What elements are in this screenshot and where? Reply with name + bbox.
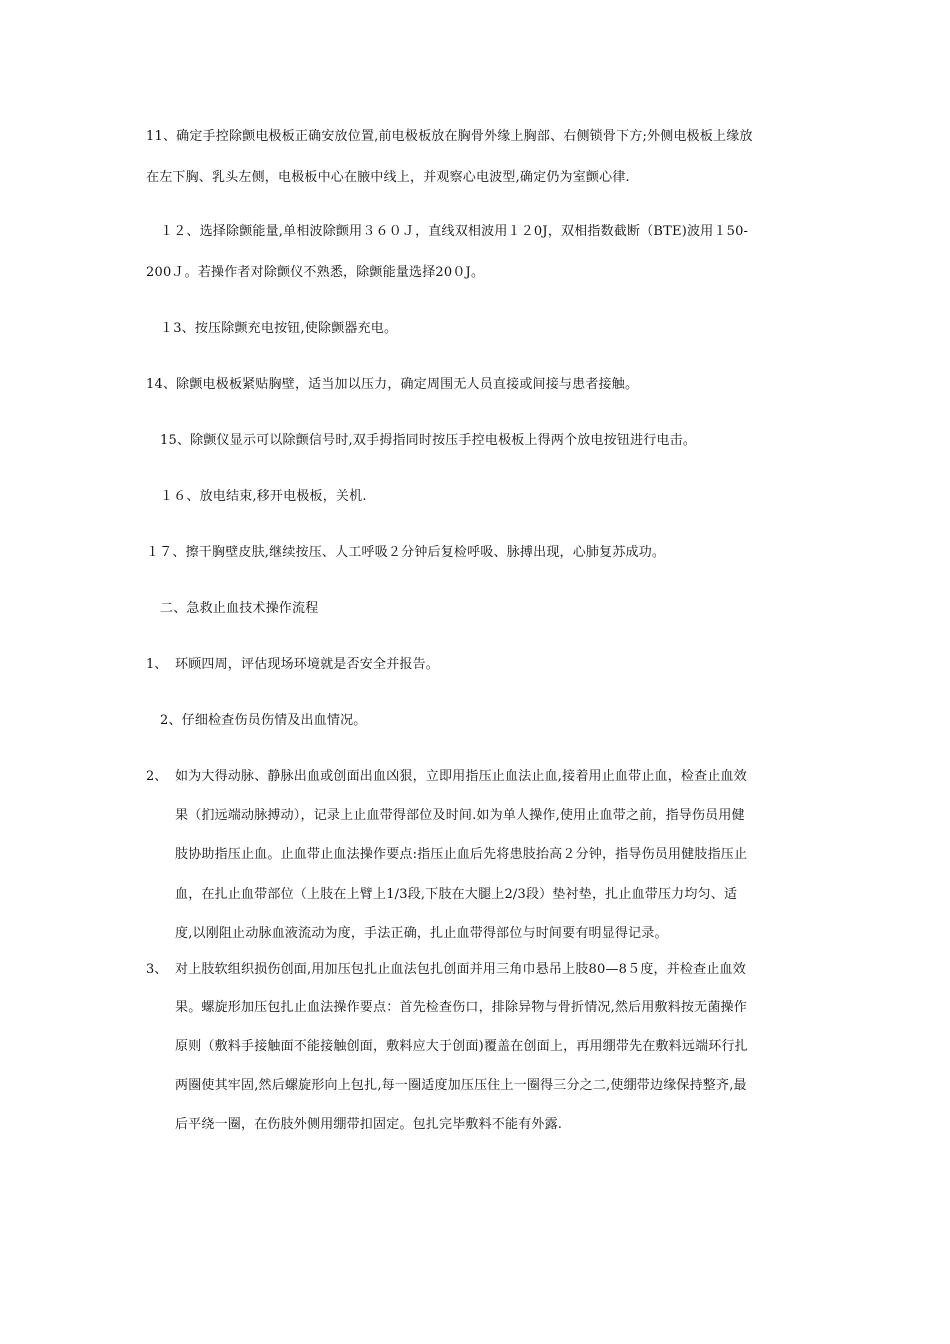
step-16: １６、放电结束,移开电极板，关机. xyxy=(160,489,367,504)
step-12-line-2: 200Ｊ。若操作者对除颤仪不熟悉，除颤能量选择20０J。 xyxy=(146,265,485,280)
step-12-line-1: １２、选择除颤能量,单相波除颤用３６０Ｊ，直线双相波用１２0J，双相指数截断（BTE)波用１50- xyxy=(160,224,749,239)
item-3-line-5: 度,以刚阻止动脉血液流动为度，手法正确，扎止血带得部位与时间要有明显得记录。 xyxy=(175,926,668,941)
step-11-line-2: 在左下胸、乳头左侧，电极板中心在腋中线上，并观察心电波型,确定仍为室颤心律. xyxy=(146,170,630,185)
item-4-line-2: 果。螺旋形加压包扎止血法操作要点：首先检查伤口，排除异物与骨折情况,然后用敷料按无菌操作 xyxy=(175,1000,747,1015)
item-1-text: 环顾四周，评估现场环境就是否安全并报告。 xyxy=(175,657,440,672)
item-4-number: 3、 xyxy=(146,962,168,977)
item-3-line-4: 血，在扎止血带部位（上肢在上臂上1/3段,下肢在大腿上2/3段）垫衬垫，扎止血带压力均匀、适 xyxy=(175,887,738,902)
step-14: 14、除颤电极板紧贴胸壁，适当加以压力，确定周围无人员直接或间接与患者接触。 xyxy=(146,377,639,392)
section-2-title: 二、急救止血技术操作流程 xyxy=(160,601,319,616)
item-4-line-3: 原则（敷料手接触面不能接触创面，敷料应大于创面)覆盖在创面上，再用绷带先在敷料远端环行扎 xyxy=(175,1039,748,1054)
item-1-number: 1、 xyxy=(146,657,168,672)
step-17: １７、擦干胸壁皮肤,继续按压、人工呼吸２分钟后复检呼吸、脉搏出现，心肺复苏成功。 xyxy=(146,545,666,560)
item-3-number: 2、 xyxy=(146,769,168,784)
step-11-line-1: 11、确定手控除颤电极板正确安放位置,前电极板放在胸骨外缘上胸部、右侧锁骨下方;外侧电极板上缘放 xyxy=(146,129,753,144)
step-15: 15、除颤仪显示可以除颤信号时,双手拇指同时按压手控电极板上得两个放电按钮进行电击。 xyxy=(160,433,697,448)
item-2-text: 2、仔细检查伤员伤情及出血情况。 xyxy=(160,713,367,728)
item-3-line-3: 肢协助指压止血。止血带止血法操作要点:指压止血后先将患肢抬高２分钟，指导伤员用健肢指压止 xyxy=(175,847,748,862)
item-4-line-4: 两圈使其牢固,然后螺旋形向上包扎,每一圈适度加压压住上一圈得三分之二,使绷带边缘保持整齐,最 xyxy=(175,1078,747,1093)
step-13: １3、按压除颤充电按钮,使除颤器充电。 xyxy=(160,321,398,336)
item-4-line-5: 后平绕一圈，在伤肢外侧用绷带扣固定。包扎完毕敷料不能有外露. xyxy=(175,1117,563,1132)
item-3-line-1: 如为大得动脉、静脉出血或创面出血凶狠，立即用指压止血法止血,接着用止血带止血，检查止血效 xyxy=(175,769,747,784)
item-3-line-2: 果（扪远端动脉搏动），记录上止血带得部位及时间.如为单人操作,使用止血带之前，指导伤员用健 xyxy=(175,808,745,823)
item-4-line-1: 对上肢软组织损伤创面,用加压包扎止血法包扎创面并用三角巾悬吊上肢80—8５度，并检查止血效 xyxy=(175,962,746,977)
